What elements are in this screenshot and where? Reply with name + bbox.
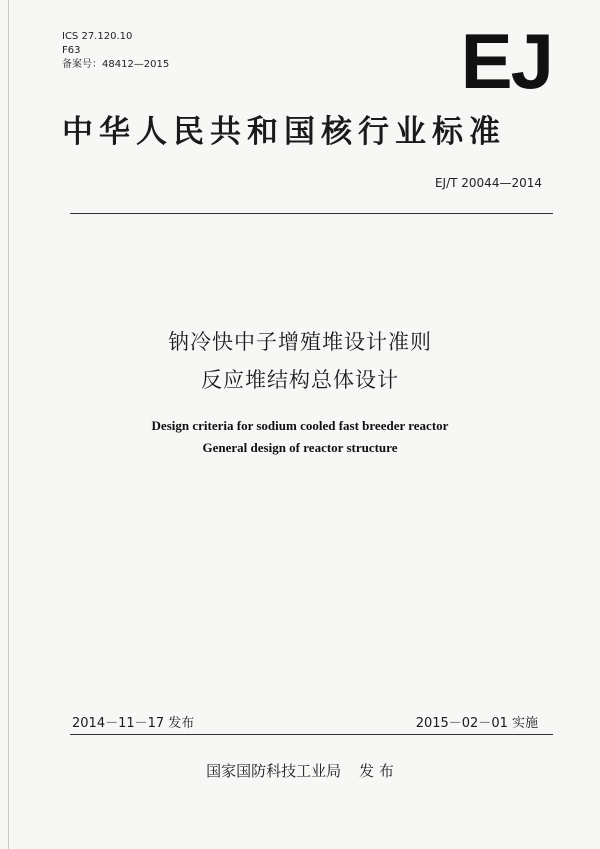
title-en-line2: General design of reactor structure — [202, 440, 398, 455]
title-cn-line1: 钠冷快中子增殖堆设计准则 — [168, 330, 432, 354]
title-cn-line2: 反应堆结构总体设计 — [201, 368, 399, 392]
issuer-line — [0, 760, 600, 781]
ej-logo: EJ — [460, 17, 552, 105]
standard-number: EJ/T 20044—2014 — [434, 176, 542, 190]
organization-title: 中华人民共和国核行业标准 — [62, 114, 506, 150]
issuer-name: 国家国防科技工业局 — [206, 762, 342, 780]
header-divider — [70, 213, 553, 214]
title-en-line1: Design criteria for sodium cooled fast breeder reactor — [151, 418, 449, 433]
implement-date: 2015－02－01 实施 — [415, 716, 538, 731]
ccs-code: F63 — [62, 45, 81, 56]
footer-divider — [70, 734, 553, 735]
record-number: 备案号：48412—2015 — [62, 59, 170, 70]
publish-date: 2014－11－17 发布 — [72, 716, 195, 731]
ics-code: ICS 27.120.10 — [62, 31, 133, 42]
classification-block — [62, 30, 169, 72]
issuer-action: 发 布 — [359, 762, 394, 780]
